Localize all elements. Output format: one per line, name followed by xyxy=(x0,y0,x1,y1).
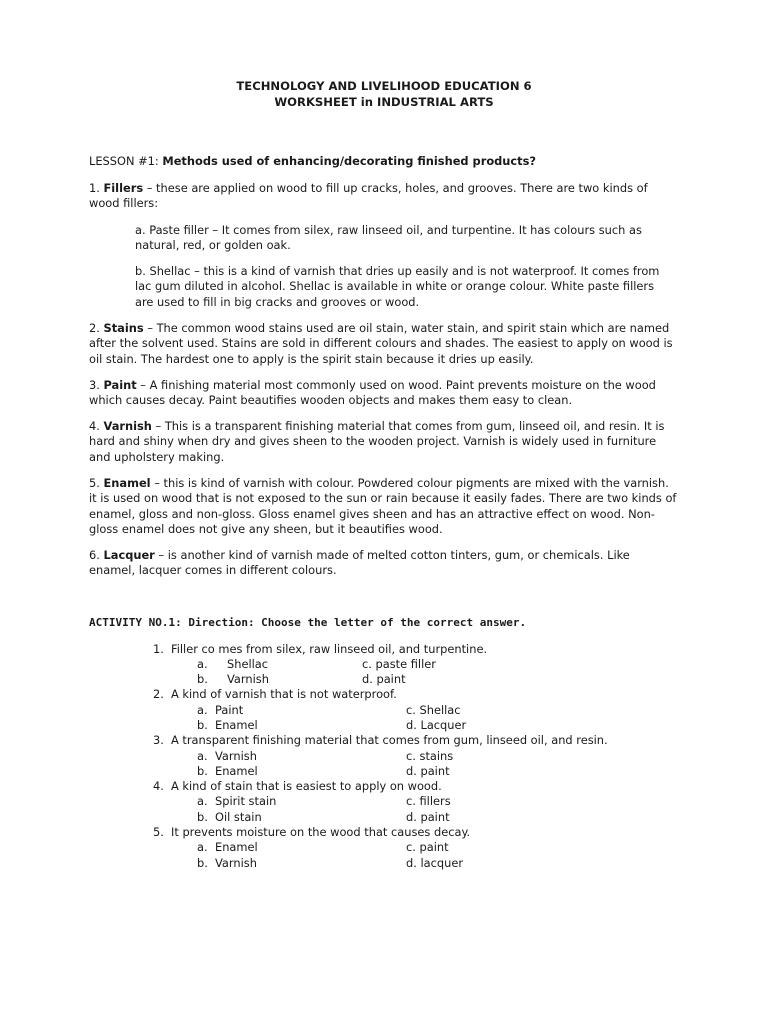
option-c: c. Shellac xyxy=(406,703,461,717)
lesson-prefix: LESSON #1: xyxy=(89,154,163,168)
item-fillers xyxy=(89,181,679,212)
question xyxy=(153,779,673,794)
option-d: d. paint xyxy=(406,810,450,824)
option-text: Shellac xyxy=(227,657,269,671)
question xyxy=(153,733,673,748)
lesson-heading xyxy=(89,154,689,169)
item-text: – This is a transparent finishing material that comes from gum, linseed oil, and resin. It is hard and shiny when dry and gives sheen to the wooden project. Varnish is widely used in furniture and upholstery making. xyxy=(89,419,665,464)
item-term: Varnish xyxy=(103,419,152,433)
option-d: d. Lacquer xyxy=(406,718,467,732)
item-term: Fillers xyxy=(103,181,144,195)
option-letter: b. xyxy=(197,856,208,870)
item-text: – these are applied on wood to fill up cracks, holes, and grooves. There are two kinds of wood fillers: xyxy=(89,181,648,211)
option-text: Enamel xyxy=(215,764,258,778)
item-enamel xyxy=(89,476,679,538)
option-letter: b. xyxy=(197,672,208,686)
option-letter: a. xyxy=(197,657,208,671)
question-number: 4. xyxy=(153,779,164,793)
option-c: c. paint xyxy=(406,840,449,854)
option-a xyxy=(197,703,244,718)
option-text: Paint xyxy=(215,703,244,717)
filler-shellac: b. Shellac – this is a kind of varnish that dries up easily and is not waterproof. It comes from lac gum diluted in alcohol. Shellac is available in white or orange colour. White paste fillers are used to fill in big cracks and grooves or wood. xyxy=(135,264,660,309)
option-b xyxy=(197,718,258,733)
question-text: A transparent finishing material that comes from gum, linseed oil, and resin. xyxy=(171,733,608,747)
option-text: Varnish xyxy=(215,856,257,870)
option-c: c. stains xyxy=(406,749,454,763)
question-text: It prevents moisture on the wood that causes decay. xyxy=(171,825,471,839)
question-number: 2. xyxy=(153,687,164,701)
option-letter: a. xyxy=(197,703,208,717)
option-c: c. fillers xyxy=(406,794,451,808)
item-number: 4. xyxy=(89,419,104,433)
option-letter: a. xyxy=(197,749,208,763)
question-text: A kind of varnish that is not waterproof. xyxy=(171,687,397,701)
option-letter: b. xyxy=(197,810,208,824)
item-text: – The common wood stains used are oil stain, water stain, and spirit stain which are named after the solvent used. Stains are sold in different colours and shades. The easiest to apply on wood is oil stain. The hardest one to apply is the spirit stain because it dries up easily. xyxy=(89,321,673,366)
question-number: 3. xyxy=(153,733,164,747)
item-term: Lacquer xyxy=(103,548,155,562)
option-text: Spirit stain xyxy=(215,794,277,808)
item-number: 5. xyxy=(89,476,104,490)
question-number: 5. xyxy=(153,825,164,839)
option-b xyxy=(197,672,269,687)
option-text: Varnish xyxy=(215,749,257,763)
question xyxy=(153,642,673,657)
option-d: d. paint xyxy=(362,672,406,686)
option-a xyxy=(197,840,258,855)
item-number: 1. xyxy=(89,181,104,195)
item-number: 6. xyxy=(89,548,104,562)
activity-heading: ACTIVITY NO.1: Direction: Choose the letter of the correct answer. xyxy=(89,616,527,629)
item-term: Paint xyxy=(103,378,137,392)
question-text: A kind of stain that is easiest to apply on wood. xyxy=(171,779,442,793)
option-text: Enamel xyxy=(215,840,258,854)
item-lacquer xyxy=(89,548,679,579)
item-text: – is another kind of varnish made of melted cotton tinters, gum, or chemicals. Like enamel, lacquer comes in different colours. xyxy=(89,548,630,578)
item-varnish xyxy=(89,419,679,465)
item-text: – this is kind of varnish with colour. Powdered colour pigments are mixed with the varnish. it is used on wood that is not exposed to the sun or rain because it easily fades. There are two kinds of enamel, gloss and non-gloss. Gloss enamel gives sheen and has an attractive effect on wood. Non-gloss enamel does not give any sheen, but it beautifies wood. xyxy=(89,476,677,537)
question-text: Filler co mes from silex, raw linseed oil, and turpentine. xyxy=(171,642,488,656)
item-stains xyxy=(89,321,679,367)
document-subtitle: WORKSHEET in INDUSTRIAL ARTS xyxy=(274,95,494,109)
option-a xyxy=(197,657,269,672)
option-a xyxy=(197,794,277,809)
item-paint xyxy=(89,378,679,409)
item-term: Stains xyxy=(103,321,144,335)
option-b xyxy=(197,810,262,825)
option-letter: a. xyxy=(197,794,208,808)
document-title: TECHNOLOGY AND LIVELIHOOD EDUCATION 6 xyxy=(236,79,532,93)
option-text: Oil stain xyxy=(215,810,262,824)
option-b xyxy=(197,856,257,871)
option-d: d. paint xyxy=(406,764,450,778)
question-number: 1. xyxy=(153,642,164,656)
question xyxy=(153,825,673,840)
lesson-title: Methods used of enhancing/decorating finished products? xyxy=(162,154,536,168)
option-text: Varnish xyxy=(227,672,269,686)
option-d: d. lacquer xyxy=(406,856,464,870)
option-a xyxy=(197,749,257,764)
question xyxy=(153,687,673,702)
option-b xyxy=(197,764,258,779)
option-letter: a. xyxy=(197,840,208,854)
item-text: – A finishing material most commonly used on wood. Paint prevents moisture on the wood which causes decay. Paint beautifies wooden objects and makes them easy to clean. xyxy=(89,378,656,408)
option-text: Enamel xyxy=(215,718,258,732)
item-number: 2. xyxy=(89,321,104,335)
filler-paste: a. Paste filler – It comes from silex, raw linseed oil, and turpentine. It has colours such as natural, red, or golden oak. xyxy=(135,223,642,253)
option-c: c. paste filler xyxy=(362,657,436,671)
item-number: 3. xyxy=(89,378,104,392)
option-letter: b. xyxy=(197,764,208,778)
item-term: Enamel xyxy=(103,476,151,490)
option-letter: b. xyxy=(197,718,208,732)
